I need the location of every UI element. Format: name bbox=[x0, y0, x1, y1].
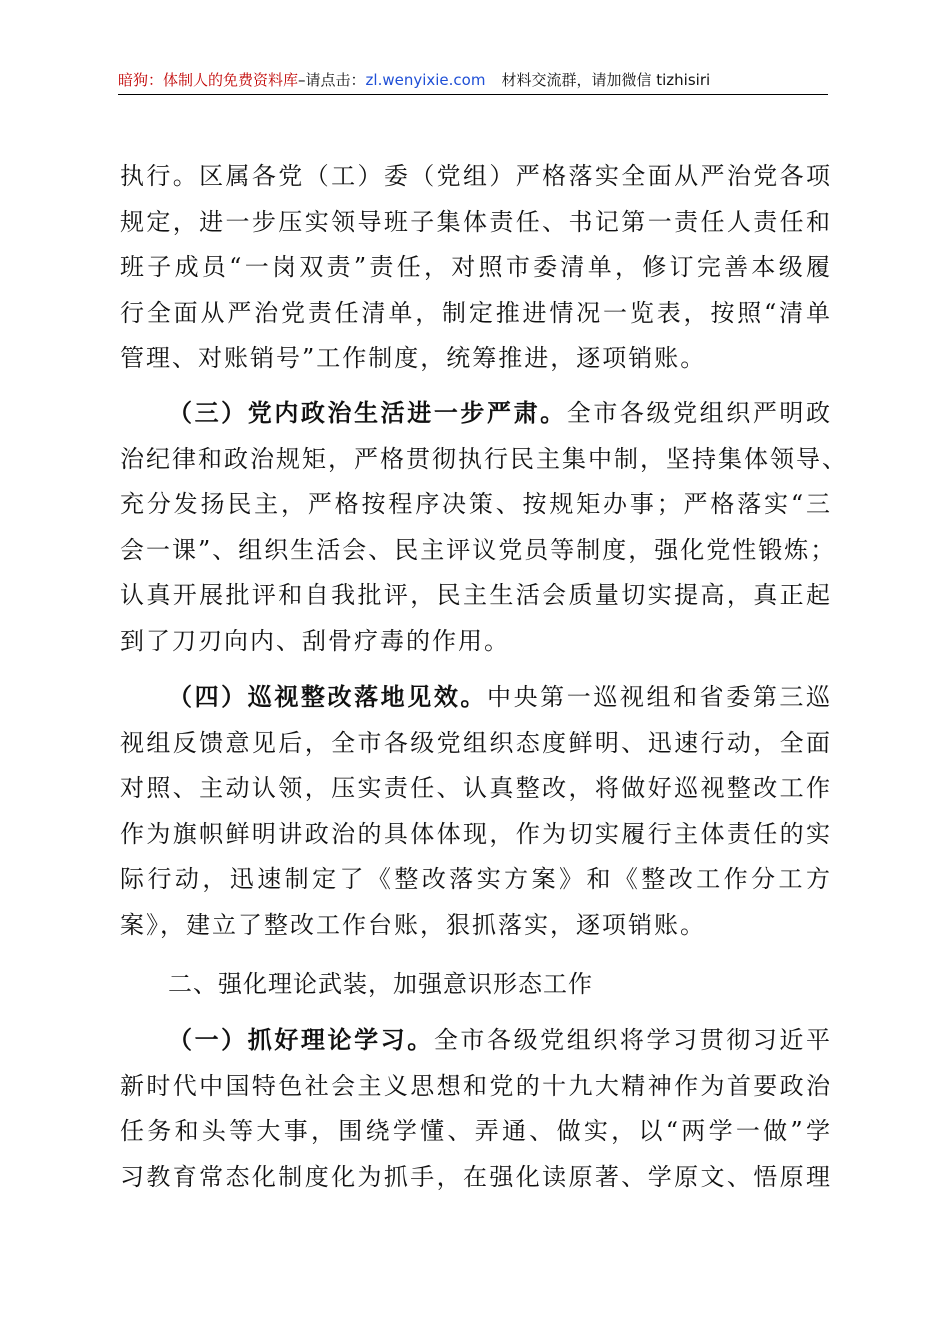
text-run: 全市各级党组织将学习贯彻习近平 bbox=[433, 1026, 833, 1054]
text-line: 案》，建立了整改工作台账，狠抓落实，逐项销账。 bbox=[120, 910, 706, 939]
text-line: 任务和头等大事，围绕学懂、弄通、做实，以“两学一做”学 bbox=[120, 1117, 832, 1146]
text-line: 认真开展批评和自我批评，民主生活会质量切实提高，真正起 bbox=[120, 581, 832, 610]
section-heading: 二、强化理论武装，加强意识形态工作 bbox=[168, 970, 593, 998]
text-line: 作为旗帜鲜明讲政治的具体体现，作为切实履行主体责任的实 bbox=[120, 819, 832, 848]
header-click-prompt: –请点击： bbox=[298, 71, 366, 89]
section-title: （四）巡视整改落地见效。 bbox=[168, 683, 487, 711]
paragraph-inspection-rectification bbox=[120, 675, 832, 949]
section-title: （一）抓好理论学习。 bbox=[168, 1026, 434, 1054]
text-line: 会一课”、组织生活会、民主评议党员等制度，强化党性锻炼； bbox=[120, 535, 837, 564]
header-url-link[interactable]: zl.wenyixie.com bbox=[365, 71, 486, 89]
text-run: 全市各级党组织严明政 bbox=[566, 399, 832, 427]
text-line: 充分发扬民主，严格按程序决策、按规矩办事；严格落实“三 bbox=[120, 490, 832, 519]
section-title: （三）党内政治生活进一步严肃。 bbox=[168, 399, 567, 427]
text-line bbox=[120, 675, 832, 721]
text-line: 到了刀刃向内、刮骨疗毒的作用。 bbox=[120, 626, 510, 655]
paragraph-responsibility bbox=[120, 154, 832, 382]
text-line: 对照、主动认领，压实责任、认真整改，将做好巡视整改工作 bbox=[120, 774, 832, 803]
text-line: 班子成员“一岗双责”责任，对照市委清单，修订完善本级履 bbox=[120, 253, 832, 282]
text-line: 治纪律和政治规矩，严格贯彻执行民主集中制，坚持集体领导、 bbox=[120, 444, 848, 473]
header-group-text: 材料交流群，请加微信 tizhisiri bbox=[501, 71, 711, 89]
text-line: 行全面从严治党责任清单，制定推进情况一览表，按照“清单 bbox=[120, 298, 832, 327]
text-line: 视组反馈意见后，全市各级党组织态度鲜明、迅速行动，全面 bbox=[120, 728, 832, 757]
text-line: 规定，进一步压实领导班子集体责任、书记第一责任人责任和 bbox=[120, 207, 832, 236]
paragraph-political-life bbox=[120, 391, 848, 665]
text-line: 新时代中国特色社会主义思想和党的十九大精神作为首要政治 bbox=[120, 1071, 832, 1100]
page-header bbox=[118, 66, 828, 95]
text-line bbox=[120, 391, 832, 437]
header-site-name: 暗狗：体制人的免费资料库 bbox=[118, 71, 299, 89]
text-line: 执行。区属各党（工）委（党组）严格落实全面从严治党各项 bbox=[120, 162, 832, 190]
text-line: 际行动，迅速制定了《整改落实方案》和《整改工作分工方 bbox=[120, 865, 832, 894]
text-line bbox=[120, 1018, 832, 1064]
text-line: 习教育常态化制度化为抓手，在强化读原著、学原文、悟原理 bbox=[120, 1162, 832, 1191]
text-line: 管理、对账销号”工作制度，统筹推进，逐项销账。 bbox=[120, 344, 707, 373]
text-run: 中央第一巡视组和省委第三巡 bbox=[487, 683, 832, 711]
paragraph-theory-study bbox=[120, 1018, 832, 1200]
